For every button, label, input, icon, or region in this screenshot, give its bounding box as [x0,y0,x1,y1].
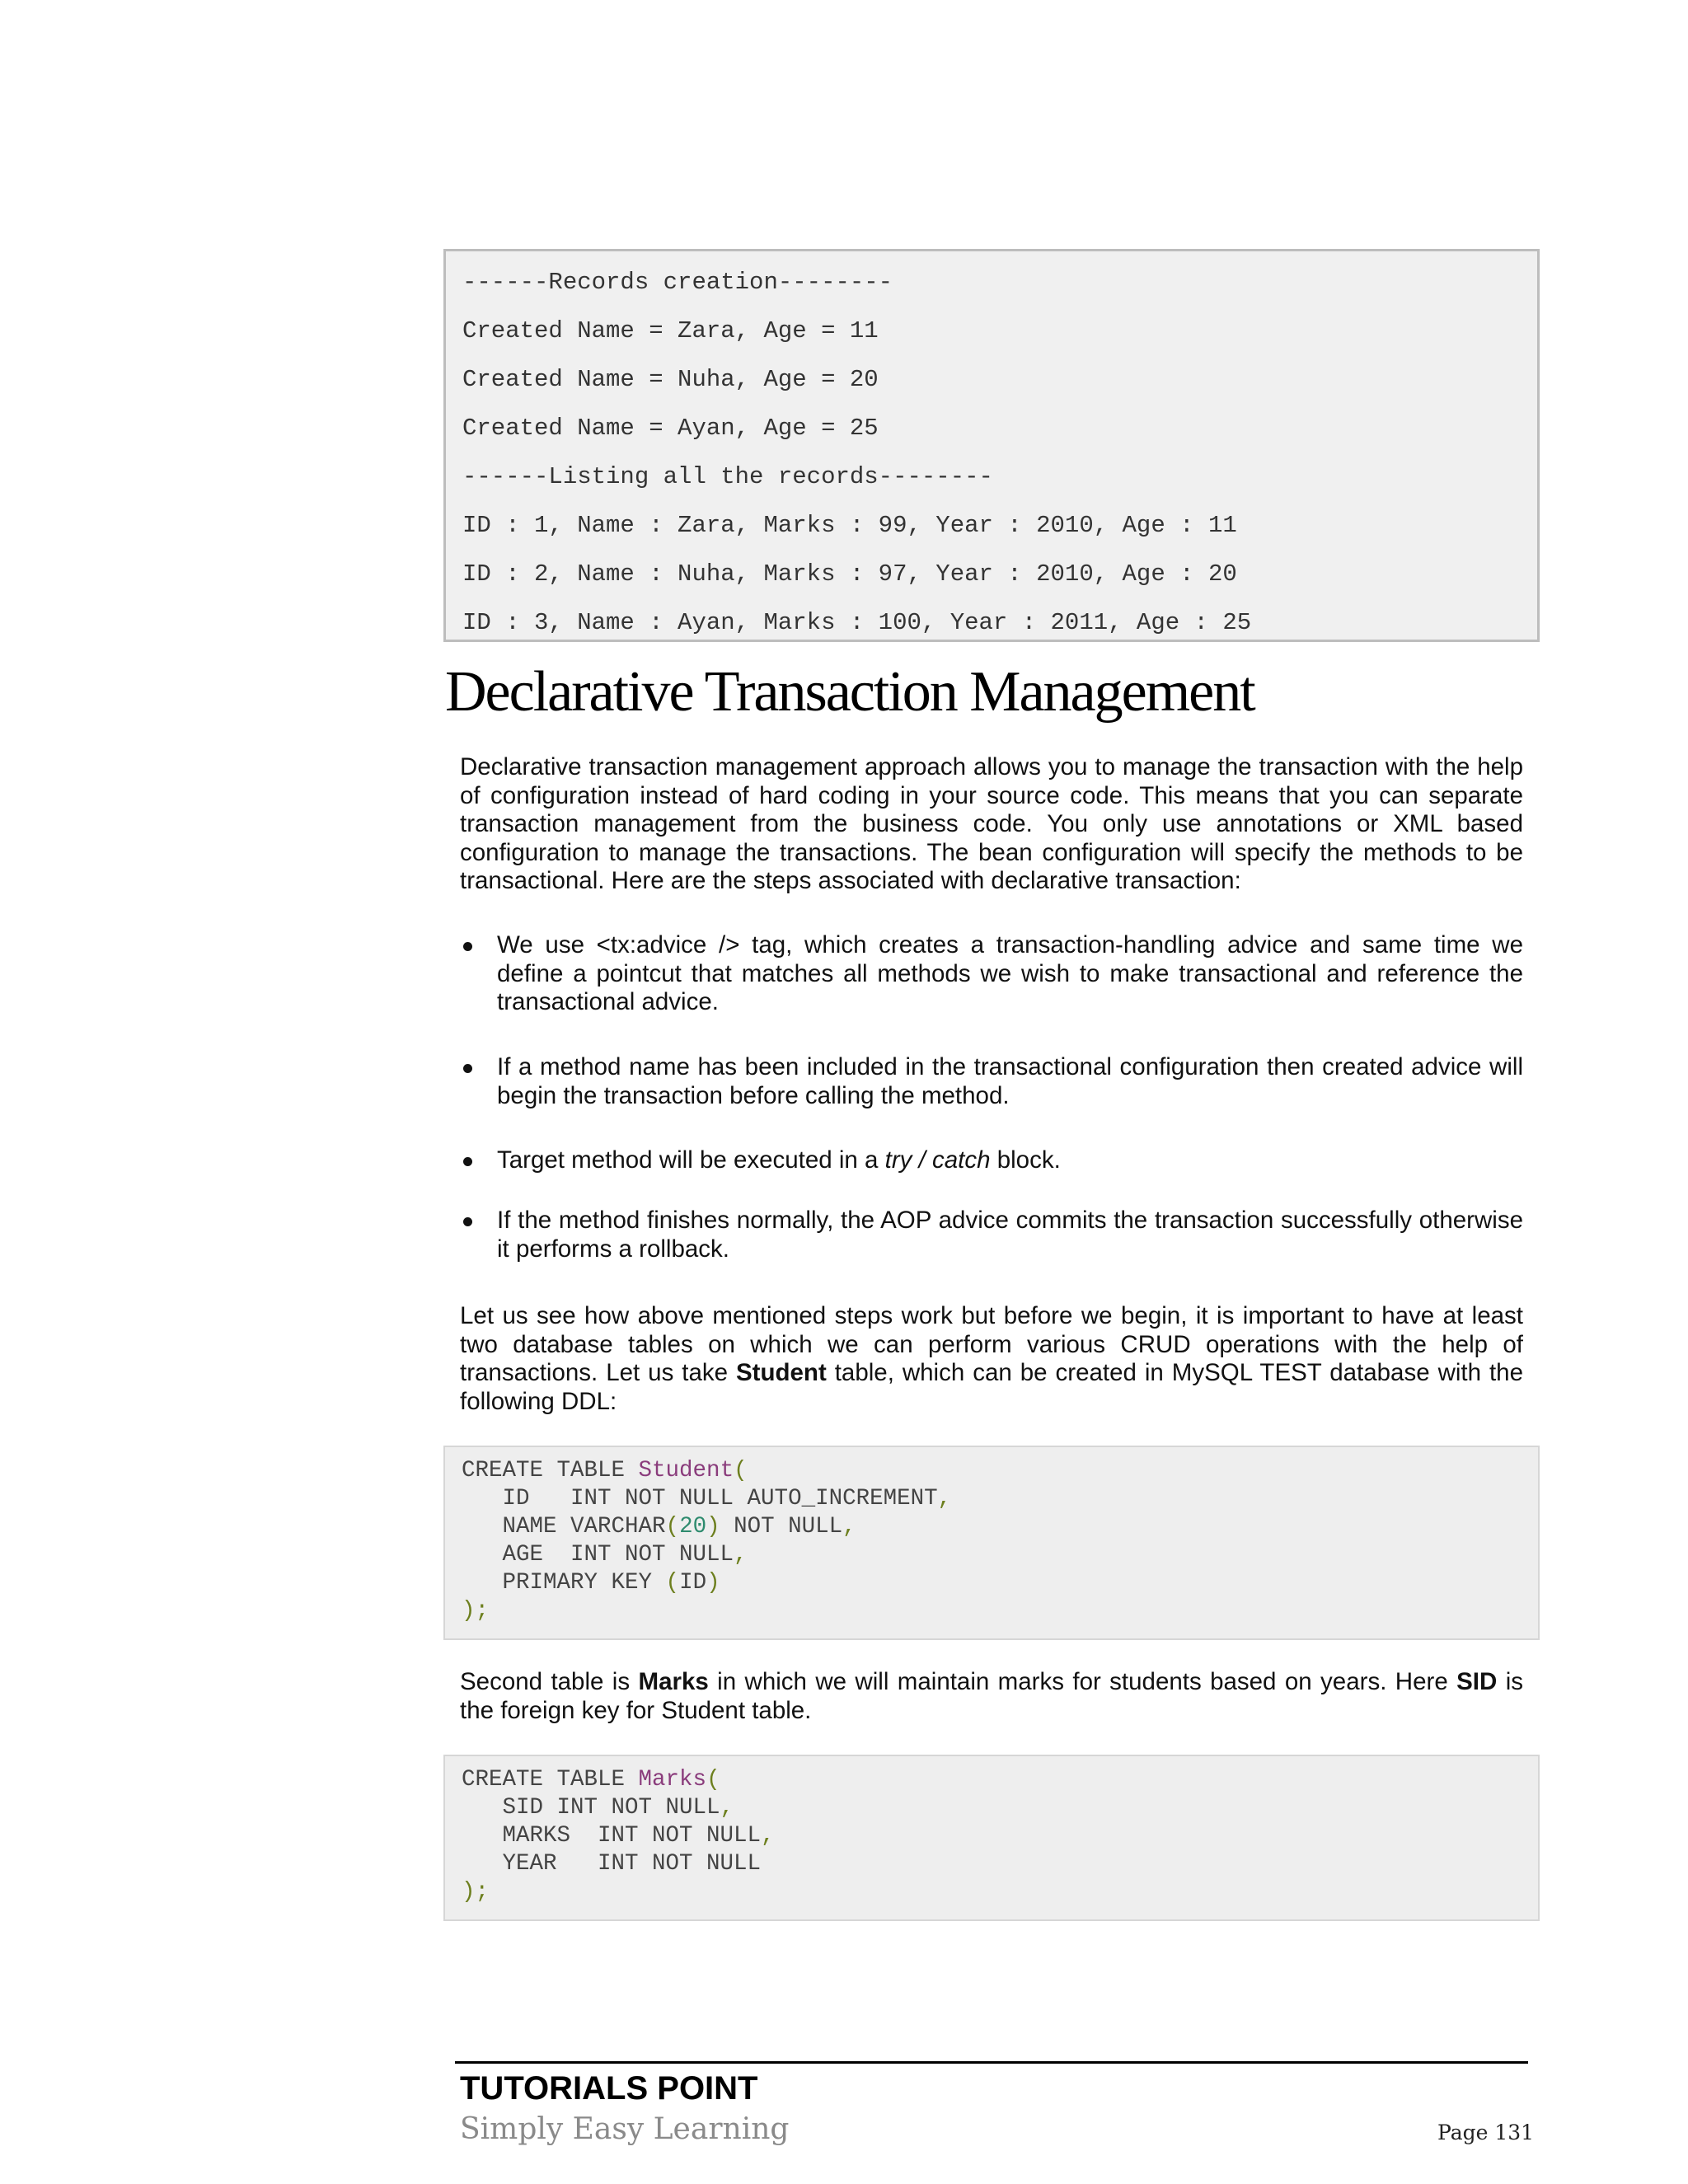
student-keyword: Student [735,1359,827,1386]
output-line: Created Name = Zara, Age = 11 [462,317,879,344]
output-line: ID : 3, Name : Ayan, Marks : 100, Year : 2011, Age : 25 [462,609,1252,636]
list-item-text: If a method name has been included in the transactional configuration then created advice will begin the transaction before calling the method. [497,1053,1523,1109]
database-paragraph: Let us see how above mentioned steps work but before we begin, it is important to have at least two database tables on which we can perform various CRUD operations with the help of transactions. Let us take Student table, which can be created in MySQL TEST database with the following DDL: [460,1302,1523,1415]
page-number: Page 131 [1437,2121,1535,2144]
intro-paragraph: Declarative transaction management approach allows you to manage the transaction with the help of configuration instead of hard coding in your source code. This means that you can separate transaction management from the business code. You only use annotations or XML based configuration to manage the transactions. The bean configuration will specify the methods to be transactional. Here are the steps associated with declarative transaction: [460,753,1523,894]
table-name: Student [638,1458,734,1483]
marks-keyword: Marks [638,1668,709,1695]
list-item [460,1146,1523,1175]
footer-divider [455,2061,1528,2064]
section-heading: Declarative Transaction Management [445,660,1254,724]
list-item [460,931,1523,1017]
code-line: ); [462,1879,490,1905]
sid-keyword: SID [1456,1668,1498,1695]
output-line: ID : 1, Name : Zara, Marks : 99, Year : 2010, Age : 11 [462,512,1237,539]
marks-paragraph: Second table is Marks in which we will maintain marks for students based on years. Here SID is the foreign key for Student table. [460,1668,1524,1724]
student-ddl-code-block [443,1446,1540,1640]
list-item-text-end: block. [990,1146,1061,1174]
bullet-icon [463,1064,472,1073]
output-line: Created Name = Ayan, Age = 25 [462,415,879,442]
code-line: PRIMARY KEY (ID) [462,1570,720,1596]
bullet-icon [463,942,472,951]
code-line: YEAR INT NOT NULL [462,1851,762,1877]
list-item [460,1207,1523,1263]
code-line: AGE INT NOT NULL, [462,1542,748,1568]
program-output-block [443,249,1540,642]
code-line: NAME VARCHAR(20) NOT NULL, [462,1514,856,1540]
output-line: Created Name = Nuha, Age = 20 [462,366,879,393]
code-line: SID INT NOT NULL, [462,1795,734,1821]
table-name: Marks [638,1767,707,1793]
marks-ddl-code-block [443,1755,1540,1921]
list-item-text: We use <tx:advice /> tag, which creates a transaction-handling advice and same time we define a pointcut that matches all methods we wish to make transactional and reference the transactional advice. [497,931,1523,1015]
code-line: ); [462,1598,490,1624]
list-item-italic: try / catch [884,1146,991,1174]
code-line: CREATE TABLE Marks( [462,1767,720,1793]
bullet-icon [463,1217,472,1226]
code-line: MARKS INT NOT NULL, [462,1823,775,1849]
output-line: ------Listing all the records-------- [462,463,993,490]
list-item-text-start: Target method will be executed in a [497,1146,885,1174]
footer-brand: TUTORIALS POINT [460,2070,758,2107]
code-line: ID INT NOT NULL AUTO_INCREMENT, [462,1486,952,1511]
list-item [460,1053,1523,1110]
output-line: ID : 2, Name : Nuha, Marks : 97, Year : 2010, Age : 20 [462,560,1237,588]
footer-tagline: Simply Easy Learning [460,2112,790,2146]
list-item-text: If the method finishes normally, the AOP advice commits the transaction successfully otherwise it performs a rollback. [497,1207,1523,1263]
output-line: ------Records creation-------- [462,269,893,296]
bullet-icon [463,1157,472,1166]
code-line: CREATE TABLE Student( [462,1458,748,1483]
